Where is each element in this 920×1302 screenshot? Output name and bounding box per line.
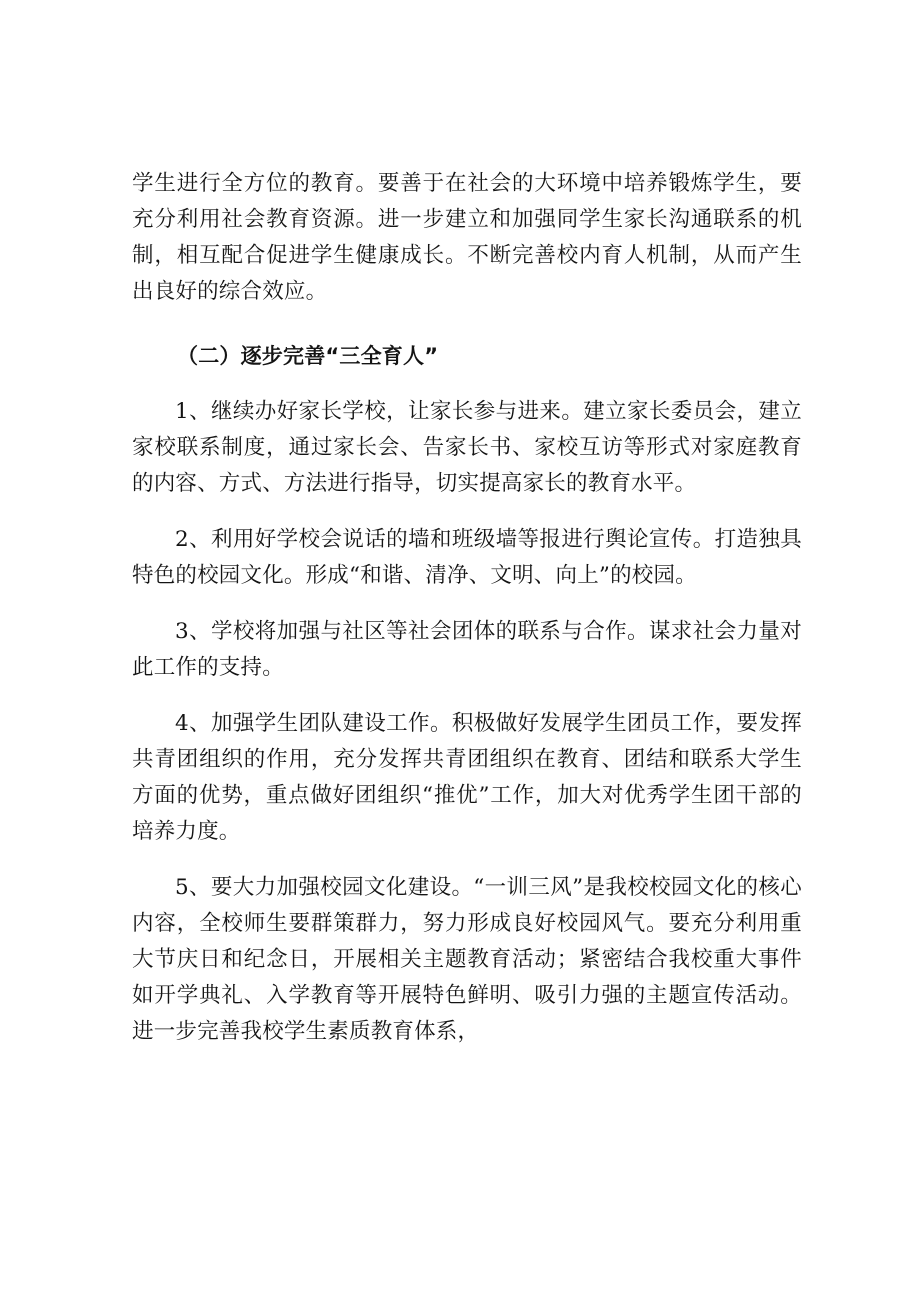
- section-heading: （二）逐步完善“三全育人”: [177, 344, 439, 368]
- intro-paragraph: 学生进行全方位的教育。要善于在社会的大环境中培养锻炼学生，要充分利用社会教育资源。进一步建立和加强同学生家长沟通联系的机制，相互配合促进学生健康成长。不断完善校内育人机制，从而产生出良好的综合效应。: [132, 171, 802, 304]
- document-page: [132, 166, 802, 1050]
- list-item-1: 1、继续办好家长学校，让家长参与进来。建立家长委员会，建立家校联系制度，通过家长会、告家长书、家校互访等形式对家庭教育的内容、方式、方法进行指导，切实提高家长的教育水平。: [132, 399, 802, 496]
- list-item-3: 3、学校将加强与社区等社会团体的联系与合作。谋求社会力量对此工作的支持。: [132, 619, 802, 680]
- list-item-5: 5、要大力加强校园文化建设。“一训三风”是我校校园文化的核心内容，全校师生要群策群力，努力形成良好校园风气。要充分利用重大节庆日和纪念日，开展相关主题教育活动；紧密结合我校重大事件如开学典礼、入学教育等开展特色鲜明、吸引力强的主题宣传活动。进一步完善我校学生素质教育体系，: [132, 875, 802, 1044]
- list-item-2: 2、利用好学校会说话的墙和班级墙等报进行舆论宣传。打造独具特色的校园文化。形成“和谐、清净、文明、向上”的校园。: [132, 527, 802, 588]
- list-item-4: 4、加强学生团队建设工作。积极做好发展学生团员工作，要发挥共青团组织的作用，充分发挥共青团组织在教育、团结和联系大学生方面的优势，重点做好团组织“推优”工作，加大对优秀学生团干部的培养力度。: [132, 711, 802, 844]
